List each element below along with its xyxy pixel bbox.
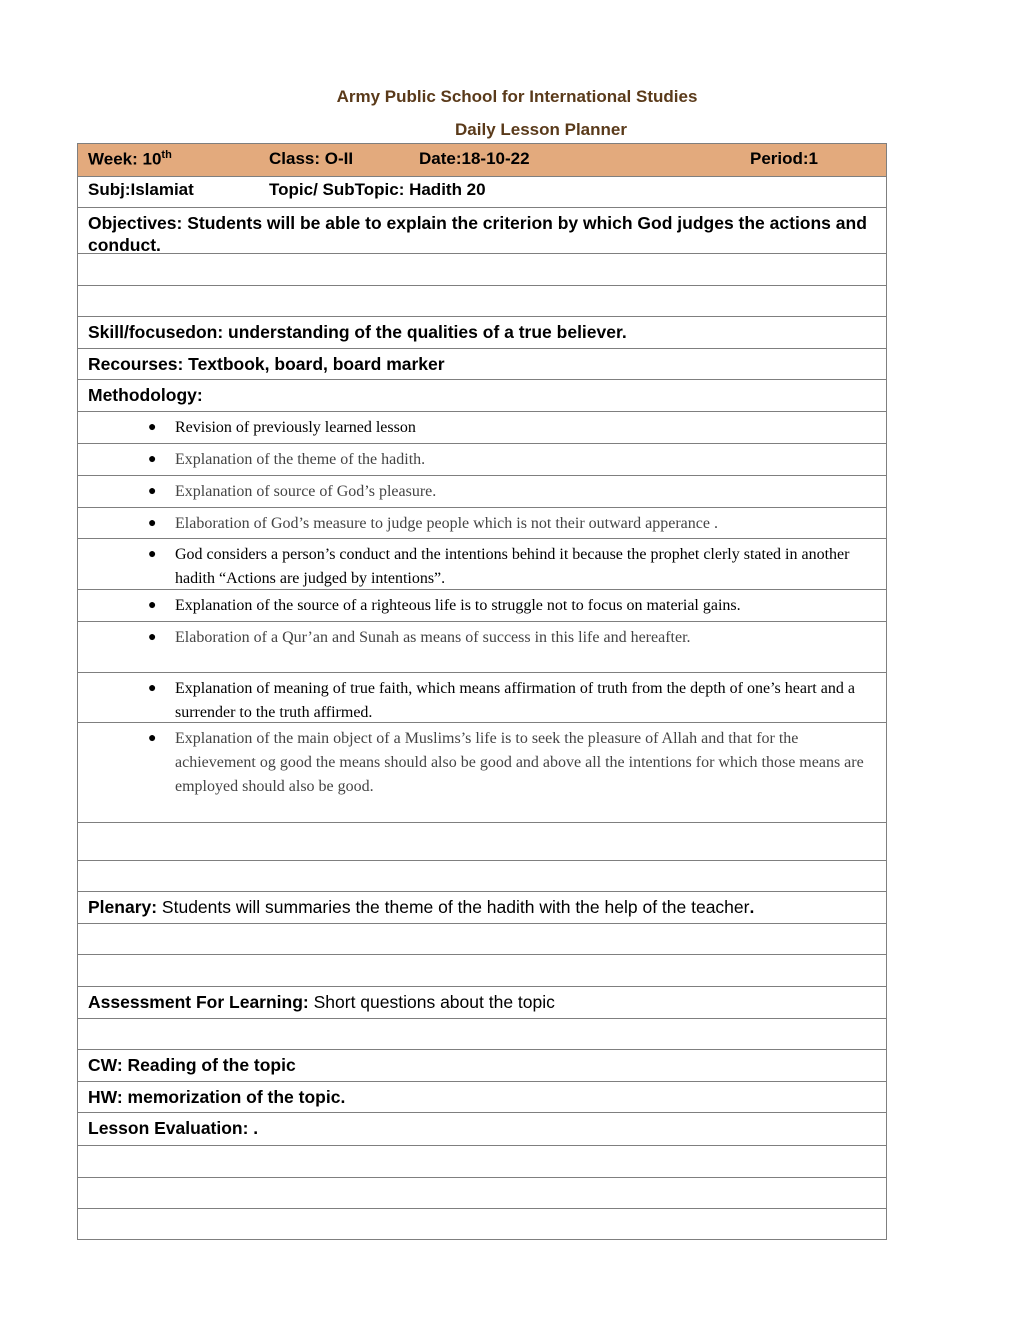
- methodology-item: [78, 475, 886, 507]
- week-field: Week: 10th: [88, 149, 172, 169]
- skill-text: Skill/focusedon: understanding of the qualities of a true believer.: [88, 322, 627, 342]
- blank-row: [78, 1208, 886, 1239]
- methodology-item: [78, 621, 886, 672]
- classwork-text: CW: Reading of the topic: [88, 1055, 296, 1075]
- methodology-item: [78, 411, 886, 443]
- header-row: [78, 144, 886, 176]
- class-field: Class: O-II: [269, 149, 354, 168]
- skill-row: [78, 316, 886, 348]
- blank-row: [78, 285, 886, 316]
- subject-field: Subj:Islamiat: [88, 180, 194, 199]
- bullet-icon: ●: [148, 420, 157, 435]
- methodology-text: Elaboration of a Qur’an and Sunah as means of success in this life and hereafter.: [175, 629, 691, 646]
- blank-row: [78, 860, 886, 891]
- evaluation-row: [78, 1112, 886, 1145]
- assessment-row: [78, 986, 886, 1018]
- homework-text: HW: memorization of the topic.: [88, 1087, 346, 1107]
- plenary-row: [78, 891, 886, 923]
- blank-row: [78, 954, 886, 986]
- methodology-text: God considers a person’s conduct and the intentions behind it because the prophet clerly stated in another hadith “Actions are judged by intentions”.: [175, 546, 850, 587]
- planner-title: Daily Lesson Planner: [455, 120, 627, 139]
- blank-row: [78, 923, 886, 954]
- methodology-text: Explanation of source of God’s pleasure.: [175, 483, 437, 500]
- bullet-icon: ●: [148, 681, 157, 696]
- date-field: Date:18-10-22: [419, 149, 530, 168]
- methodology-item: [78, 507, 886, 538]
- blank-row: [78, 1018, 886, 1049]
- methodology-item: [78, 538, 886, 589]
- methodology-item: [78, 443, 886, 475]
- methodology-item: [78, 589, 886, 621]
- subject-row: [78, 176, 886, 207]
- homework-row: [78, 1081, 886, 1112]
- blank-row: [78, 1177, 886, 1208]
- evaluation-text: Lesson Evaluation: .: [88, 1118, 259, 1138]
- methodology-text: Explanation of the main object of a Muslims’s life is to seek the pleasure of Allah and that for the achievement og good the means should also be good and above all the intentions for which those means are employed should also be good.: [175, 730, 864, 795]
- topic-field: Topic/ SubTopic: Hadith 20: [269, 180, 486, 199]
- methodology-text: Explanation of the theme of the hadith.: [175, 451, 426, 468]
- bullet-icon: ●: [148, 630, 157, 645]
- assessment-text: Assessment For Learning: Short questions about the topic: [88, 992, 555, 1012]
- bullet-icon: ●: [148, 731, 157, 746]
- methodology-text: Elaboration of God’s measure to judge people which is not their outward apperance .: [175, 515, 718, 532]
- resources-row: [78, 348, 886, 379]
- bullet-icon: ●: [148, 516, 157, 531]
- methodology-item: [78, 722, 886, 822]
- blank-row: [78, 822, 886, 860]
- bullet-icon: ●: [148, 452, 157, 467]
- school-name: Army Public School for International Studies: [336, 87, 698, 106]
- methodology-item: [78, 672, 886, 722]
- bullet-icon: ●: [148, 598, 157, 613]
- bullet-icon: ●: [148, 484, 157, 499]
- classwork-row: [78, 1049, 886, 1081]
- plenary-text: Plenary: Students will summaries the theme of the hadith with the help of the teacher.: [88, 897, 755, 917]
- objectives-row: [78, 207, 886, 253]
- blank-row: [78, 253, 886, 285]
- resources-text: Recourses: Textbook, board, board marker: [88, 354, 445, 374]
- lesson-planner-table: [77, 143, 887, 1240]
- objectives-text: Objectives: Students will be able to explain the criterion by which God judges the actions and conduct.: [88, 213, 867, 255]
- period-field: Period:1: [750, 149, 819, 168]
- bullet-icon: ●: [148, 547, 157, 562]
- methodology-label: Methodology:: [88, 385, 203, 405]
- methodology-text: Revision of previously learned lesson: [175, 419, 416, 436]
- methodology-text: Explanation of the source of a righteous life is to struggle not to focus on material gains.: [175, 597, 741, 614]
- methodology-heading-row: [78, 379, 886, 411]
- methodology-text: Explanation of meaning of true faith, which means affirmation of truth from the depth of one’s heart and a surrender to the truth affirmed.: [175, 680, 855, 721]
- blank-row: [78, 1145, 886, 1177]
